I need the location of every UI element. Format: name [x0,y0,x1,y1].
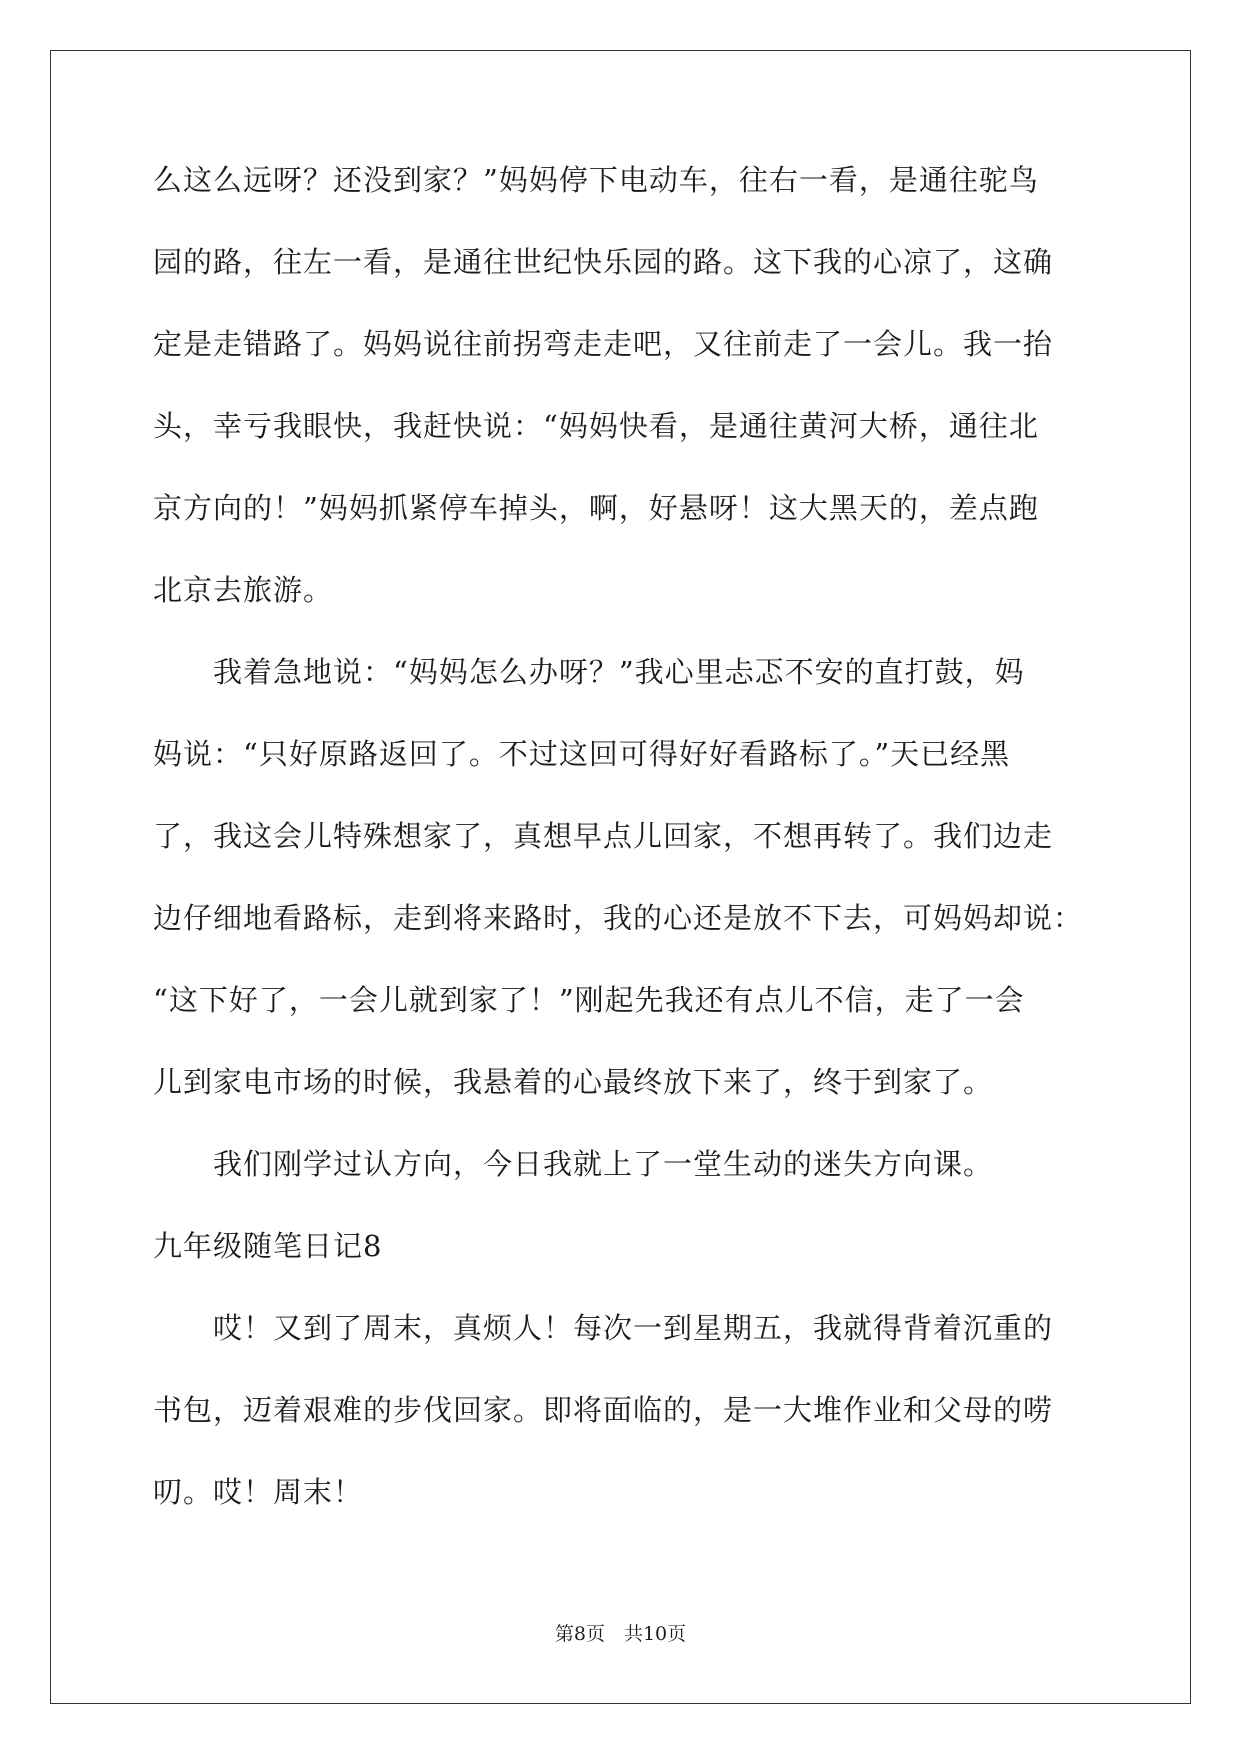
page-number-footer: 第8页 共10页 [554,1623,687,1645]
text-line: “这下好了，一会儿就到家了！”刚起先我还有点儿不信，走了一会 [153,983,1025,1017]
text-line: 哎！又到了周末，真烦人！每次一到星期五，我就得背着沉重的 [153,1311,1054,1345]
text-line: 我们刚学过认方向，今日我就上了一堂生动的迷失方向课。 [153,1147,994,1181]
text-line: 头，幸亏我眼快，我赶快说：“妈妈快看，是通往黄河大桥，通往北 [153,409,1039,443]
text-line: 边仔细地看路标，走到将来路时，我的心还是放不下去，可妈妈却说： [153,901,1084,935]
text-line: 妈说：“只好原路返回了。不过这回可得好好看路标了。”天已经黑 [153,737,1011,771]
document-body [153,160,1089,1554]
text-line: 书包，迈着艰难的步伐回家。即将面临的，是一大堆作业和父母的唠 [153,1393,1054,1427]
text-line: 我着急地说：“妈妈怎么办呀？”我心里忐忑不安的直打鼓，妈 [153,655,1025,689]
text-line: 儿到家电市场的时候，我悬着的心最终放下来了，终于到家了。 [153,1065,994,1099]
text-line: 京方向的！”妈妈抓紧停车掉头，啊，好悬呀！这大黑天的，差点跑 [153,491,1039,525]
text-line: 了，我这会儿特殊想家了，真想早点儿回家，不想再转了。我们边走 [153,819,1054,853]
text-line: 北京去旅游。 [153,573,334,607]
text-line: 么这么远呀？还没到家？”妈妈停下电动车，往右一看，是通往驼鸟 [153,163,1039,197]
text-line: 定是走错路了。妈妈说往前拐弯走走吧，又往前走了一会儿。我一抬 [153,327,1054,361]
text-line: 叨。哎！周末！ [153,1475,364,1509]
text-line: 园的路，往左一看，是通往世纪快乐园的路。这下我的心凉了，这确 [153,245,1054,279]
section-heading: 九年级随笔日记8 [153,1229,383,1263]
